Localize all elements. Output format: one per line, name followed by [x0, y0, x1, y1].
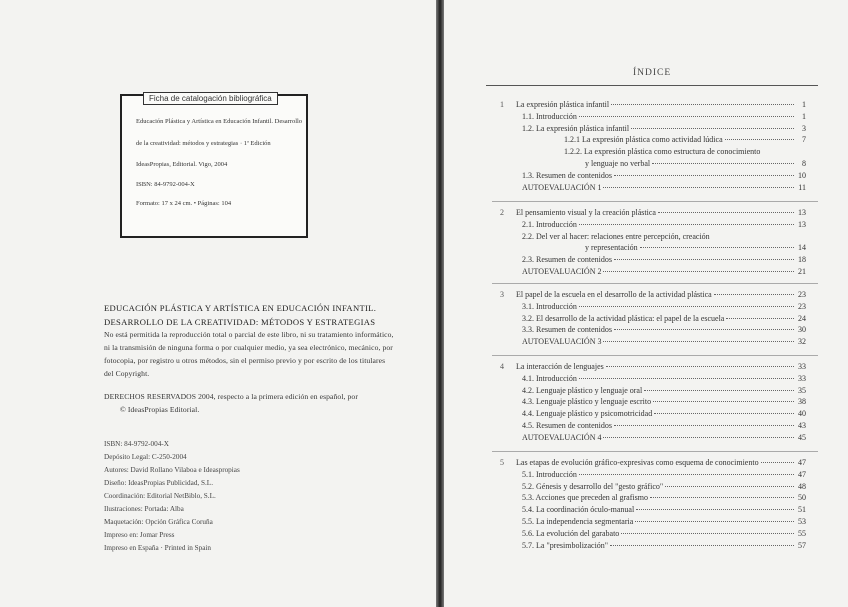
book-title-line: DESARROLLO DE LA CREATIVIDAD: MÉTODOS Y ESTRATEGIAS [104, 317, 376, 327]
index-entry [522, 325, 806, 334]
index-page-number: 21 [798, 267, 806, 276]
index-page-number: 51 [798, 505, 806, 515]
index-title: ÍNDICE [633, 68, 672, 78]
index-entry [522, 374, 806, 383]
index-dot-leader [725, 139, 794, 140]
index-entry-text: 2.1. Introducción [522, 219, 577, 229]
index-entry-text: 3.1. Introducción [522, 301, 577, 311]
catalog-card-tab: Ficha de catalogación bibliográfica [143, 92, 278, 105]
index-section-rule [492, 201, 818, 202]
index-entry [522, 541, 806, 550]
index-entry [522, 517, 806, 526]
publication-meta-line: Impreso en: Jomar Press [104, 531, 175, 539]
index-dot-leader [614, 175, 794, 176]
index-dot-leader [614, 259, 794, 260]
index-dot-leader [579, 474, 794, 475]
index-page-number: 33 [798, 362, 806, 371]
publication-meta-line: Diseño: IdeasPropias Publicidad, S.L. [104, 479, 213, 487]
catalog-card-line: Educación Plástica y Artística en Educación Infantil. Desarrollo [136, 118, 303, 125]
index-page-number: 32 [798, 337, 806, 347]
index-section-rule [492, 355, 818, 356]
index-dot-leader [610, 545, 794, 546]
index-dot-leader [658, 212, 794, 213]
index-entry [522, 397, 806, 406]
index-page-number: 3 [802, 123, 806, 133]
index-dot-leader [652, 163, 794, 164]
index-entry-text: Las etapas de evolución gráfico-expresivas como esquema de conocimiento [516, 458, 759, 467]
index-entry-text: 5.5. La independencia segmentaria [522, 517, 634, 526]
index-entry [522, 220, 806, 229]
index-page-number: 24 [798, 313, 806, 323]
index-entry-text: 5.3. Acciones que preceden al grafismo [522, 493, 648, 503]
index-section-number: 5 [500, 458, 504, 467]
index-entry [522, 337, 806, 346]
index-dot-leader [653, 401, 794, 402]
index-page-number: 14 [798, 243, 806, 253]
index-section-number: 3 [500, 290, 504, 299]
index-entry [522, 302, 806, 311]
index-section-number: 4 [500, 362, 504, 371]
index-page-number: 47 [798, 469, 806, 479]
index-entry-text: AUTOEVALUACIÓN 2 [522, 267, 602, 276]
index-dot-leader [603, 437, 794, 438]
index-dot-leader [714, 294, 794, 295]
index-entry [564, 135, 806, 144]
index-entry-text: 1.3. Resumen de contenidos [522, 170, 612, 180]
index-entry [522, 433, 806, 442]
catalog-card-line: IdeasPropias, Editorial. Vigo, 2004 [136, 161, 228, 168]
index-dot-leader [636, 509, 794, 510]
index-entry-text: 1.1. Introducción [522, 111, 577, 121]
index-entry [516, 458, 806, 467]
index-page-number: 18 [798, 255, 806, 265]
index-page-number: 33 [798, 373, 806, 383]
index-entry [585, 243, 806, 252]
index-page-number: 45 [798, 432, 806, 442]
index-dot-leader [640, 247, 794, 248]
book-gutter [436, 0, 444, 607]
index-entry-text: La expresión plástica infantil [516, 100, 610, 109]
index-section-number: 1 [500, 100, 504, 109]
index-entry-text: 5.7. La "presimbolización" [522, 540, 609, 550]
index-dot-leader [635, 521, 794, 522]
index-entry [522, 470, 806, 479]
index-dot-leader [606, 366, 794, 367]
index-entry [522, 409, 806, 418]
index-page-number: 23 [798, 301, 806, 311]
index-page-number: 23 [798, 290, 806, 299]
index-entry-text: 5.6. La evolución del garabato [522, 528, 620, 538]
index-dot-leader [579, 224, 794, 225]
publication-meta-line: Maquetación: Opción Gráfica Coruña [104, 518, 213, 526]
index-entry-text: 4.2. Lenguaje plástico y lenguaje oral [522, 385, 643, 395]
index-page-number: 1 [802, 100, 806, 109]
index-entry-text: El papel de la escuela en el desarrollo de la actividad plástica [516, 290, 712, 299]
index-entry [522, 482, 806, 491]
index-entry-text: 5.4. La coordinación óculo-manual [522, 505, 635, 515]
index-entry-text: 1.2.1 La expresión plástica como actividad lúdica [564, 135, 723, 145]
index-page-number: 57 [798, 540, 806, 550]
index-page-number: 11 [798, 182, 806, 192]
right-page-index [444, 0, 848, 607]
index-entry [522, 255, 806, 264]
index-entry [516, 100, 806, 109]
index-entry [522, 124, 806, 133]
index-entry-text: 3.3. Resumen de contenidos [522, 325, 612, 335]
index-page-number: 8 [802, 159, 806, 168]
index-page-number: 47 [798, 458, 806, 467]
index-dot-leader [603, 187, 794, 188]
rights-text: © IdeasPropias Editorial. [120, 405, 200, 414]
index-dot-leader [726, 318, 794, 319]
index-entry [522, 171, 806, 180]
index-page-number: 13 [798, 208, 806, 217]
index-entry [522, 112, 806, 121]
index-entry [522, 421, 806, 430]
index-section-rule [492, 283, 818, 284]
index-dot-leader [603, 271, 794, 272]
index-entry [516, 362, 806, 371]
index-dot-leader [579, 378, 794, 379]
index-page-number: 10 [798, 170, 806, 180]
index-dot-leader [631, 128, 794, 129]
index-entry-text: AUTOEVALUACIÓN 3 [522, 337, 602, 347]
publication-meta-line: ISBN: 84-9792-004-X [104, 440, 169, 448]
index-entry-text: 2.3. Resumen de contenidos [522, 255, 612, 265]
catalog-card-line: Formato: 17 x 24 cm. • Páginas: 104 [136, 200, 232, 207]
index-page-number: 50 [798, 493, 806, 503]
index-section-number: 2 [500, 208, 504, 217]
index-dot-leader [650, 497, 794, 498]
index-entry-text: El pensamiento visual y la creación plástica [516, 208, 656, 217]
index-entry-text: y representación [585, 243, 638, 253]
index-dot-leader [621, 533, 794, 534]
index-entry-text: 4.3. Lenguaje plástico y lenguaje escrito [522, 397, 652, 407]
index-entry-text: 4.4. Lenguaje plástico y psicomotricidad [522, 409, 653, 419]
index-section-rule [492, 451, 818, 452]
index-entry [522, 183, 806, 192]
publication-meta-line: Autores: David Rollano Vilaboa e Ideaspropias [104, 466, 240, 474]
index-dot-leader [665, 486, 794, 487]
index-dot-leader [644, 390, 794, 391]
index-entry-text: AUTOEVALUACIÓN 4 [522, 432, 602, 442]
index-page-number: 53 [798, 517, 806, 526]
publication-meta-line: Ilustraciones: Portada: Alba [104, 505, 184, 513]
copyright-text: fotocopia, por registro u otros métodos, sin el permiso previo y por escrito de los titulares [104, 356, 386, 365]
index-entry-text: y lenguaje no verbal [585, 159, 651, 168]
index-entry [522, 493, 806, 502]
index-entry [522, 529, 806, 538]
index-page-number: 35 [798, 385, 806, 395]
publication-meta-line: Coordinación: Editorial NetBiblo, S.L. [104, 492, 216, 500]
index-dot-leader [603, 341, 794, 342]
index-page-number: 13 [798, 219, 806, 229]
index-entry-text: 1.2.2. La expresión plástica como estructura de conocimiento [564, 147, 761, 157]
index-entry [585, 159, 806, 168]
index-entry-text: 5.2. Génesis y desarrollo del "gesto gráfico" [522, 481, 664, 491]
index-page-number: 48 [798, 481, 806, 491]
index-dot-leader [761, 462, 794, 463]
index-dot-leader [579, 306, 794, 307]
index-entry-text: 2.2. Del ver al hacer: relaciones entre percepción, creación [522, 231, 710, 241]
index-page-number: 55 [798, 528, 806, 538]
catalog-card-line: de la creatividad: métodos y estrategias · 1ª Edición [136, 140, 271, 147]
index-entry-text: 4.1. Introducción [522, 373, 577, 383]
copyright-text: ni la transmisión de ninguna forma o por cualquier medio, ya sea electrónico, mecánico, por [104, 343, 393, 352]
index-page-number: 1 [802, 111, 806, 121]
publication-meta-line: Depósito Legal: C-250-2004 [104, 453, 187, 461]
index-entry [522, 505, 806, 514]
catalog-card-line: ISBN: 84-9792-004-X [136, 181, 195, 188]
book-title-line: EDUCACIÓN PLÁSTICA Y ARTÍSTICA EN EDUCACIÓN INFANTIL. [104, 303, 377, 313]
index-entry [522, 314, 806, 323]
index-entry-text: 1.2. La expresión plástica infantil [522, 123, 630, 133]
rights-text: DERECHOS RESERVADOS 2004, respecto a la primera edición en español, por [104, 392, 358, 401]
index-entry [522, 267, 806, 276]
index-entry-text: AUTOEVALUACIÓN 1 [522, 182, 602, 192]
index-entry-text: 5.1. Introducción [522, 469, 577, 479]
index-entry-text: 3.2. El desarrollo de la actividad plástica: el papel de la escuela [522, 313, 725, 323]
index-entry [516, 208, 806, 217]
index-entry [516, 290, 806, 299]
index-page-number: 30 [798, 325, 806, 335]
copyright-text: No está permitida la reproducción total o parcial de este libro, ni su tratamiento informático, [104, 330, 394, 339]
index-dot-leader [611, 104, 794, 105]
index-dot-leader [579, 116, 794, 117]
index-page-number: 38 [798, 397, 806, 407]
index-entry-text: 4.5. Resumen de contenidos [522, 421, 612, 430]
index-page-number: 43 [798, 421, 806, 430]
index-entry-text: La interacción de lenguajes [516, 362, 604, 371]
copyright-text: del Copyright. [104, 369, 150, 378]
index-dot-leader [614, 329, 794, 330]
index-entry [522, 386, 806, 395]
index-dot-leader [614, 425, 794, 426]
publication-meta-line: Impreso en España · Printed in Spain [104, 544, 211, 552]
index-dot-leader [654, 413, 794, 414]
index-page-number: 7 [802, 135, 806, 145]
index-page-number: 40 [798, 409, 806, 419]
index-header-rule [486, 85, 818, 86]
